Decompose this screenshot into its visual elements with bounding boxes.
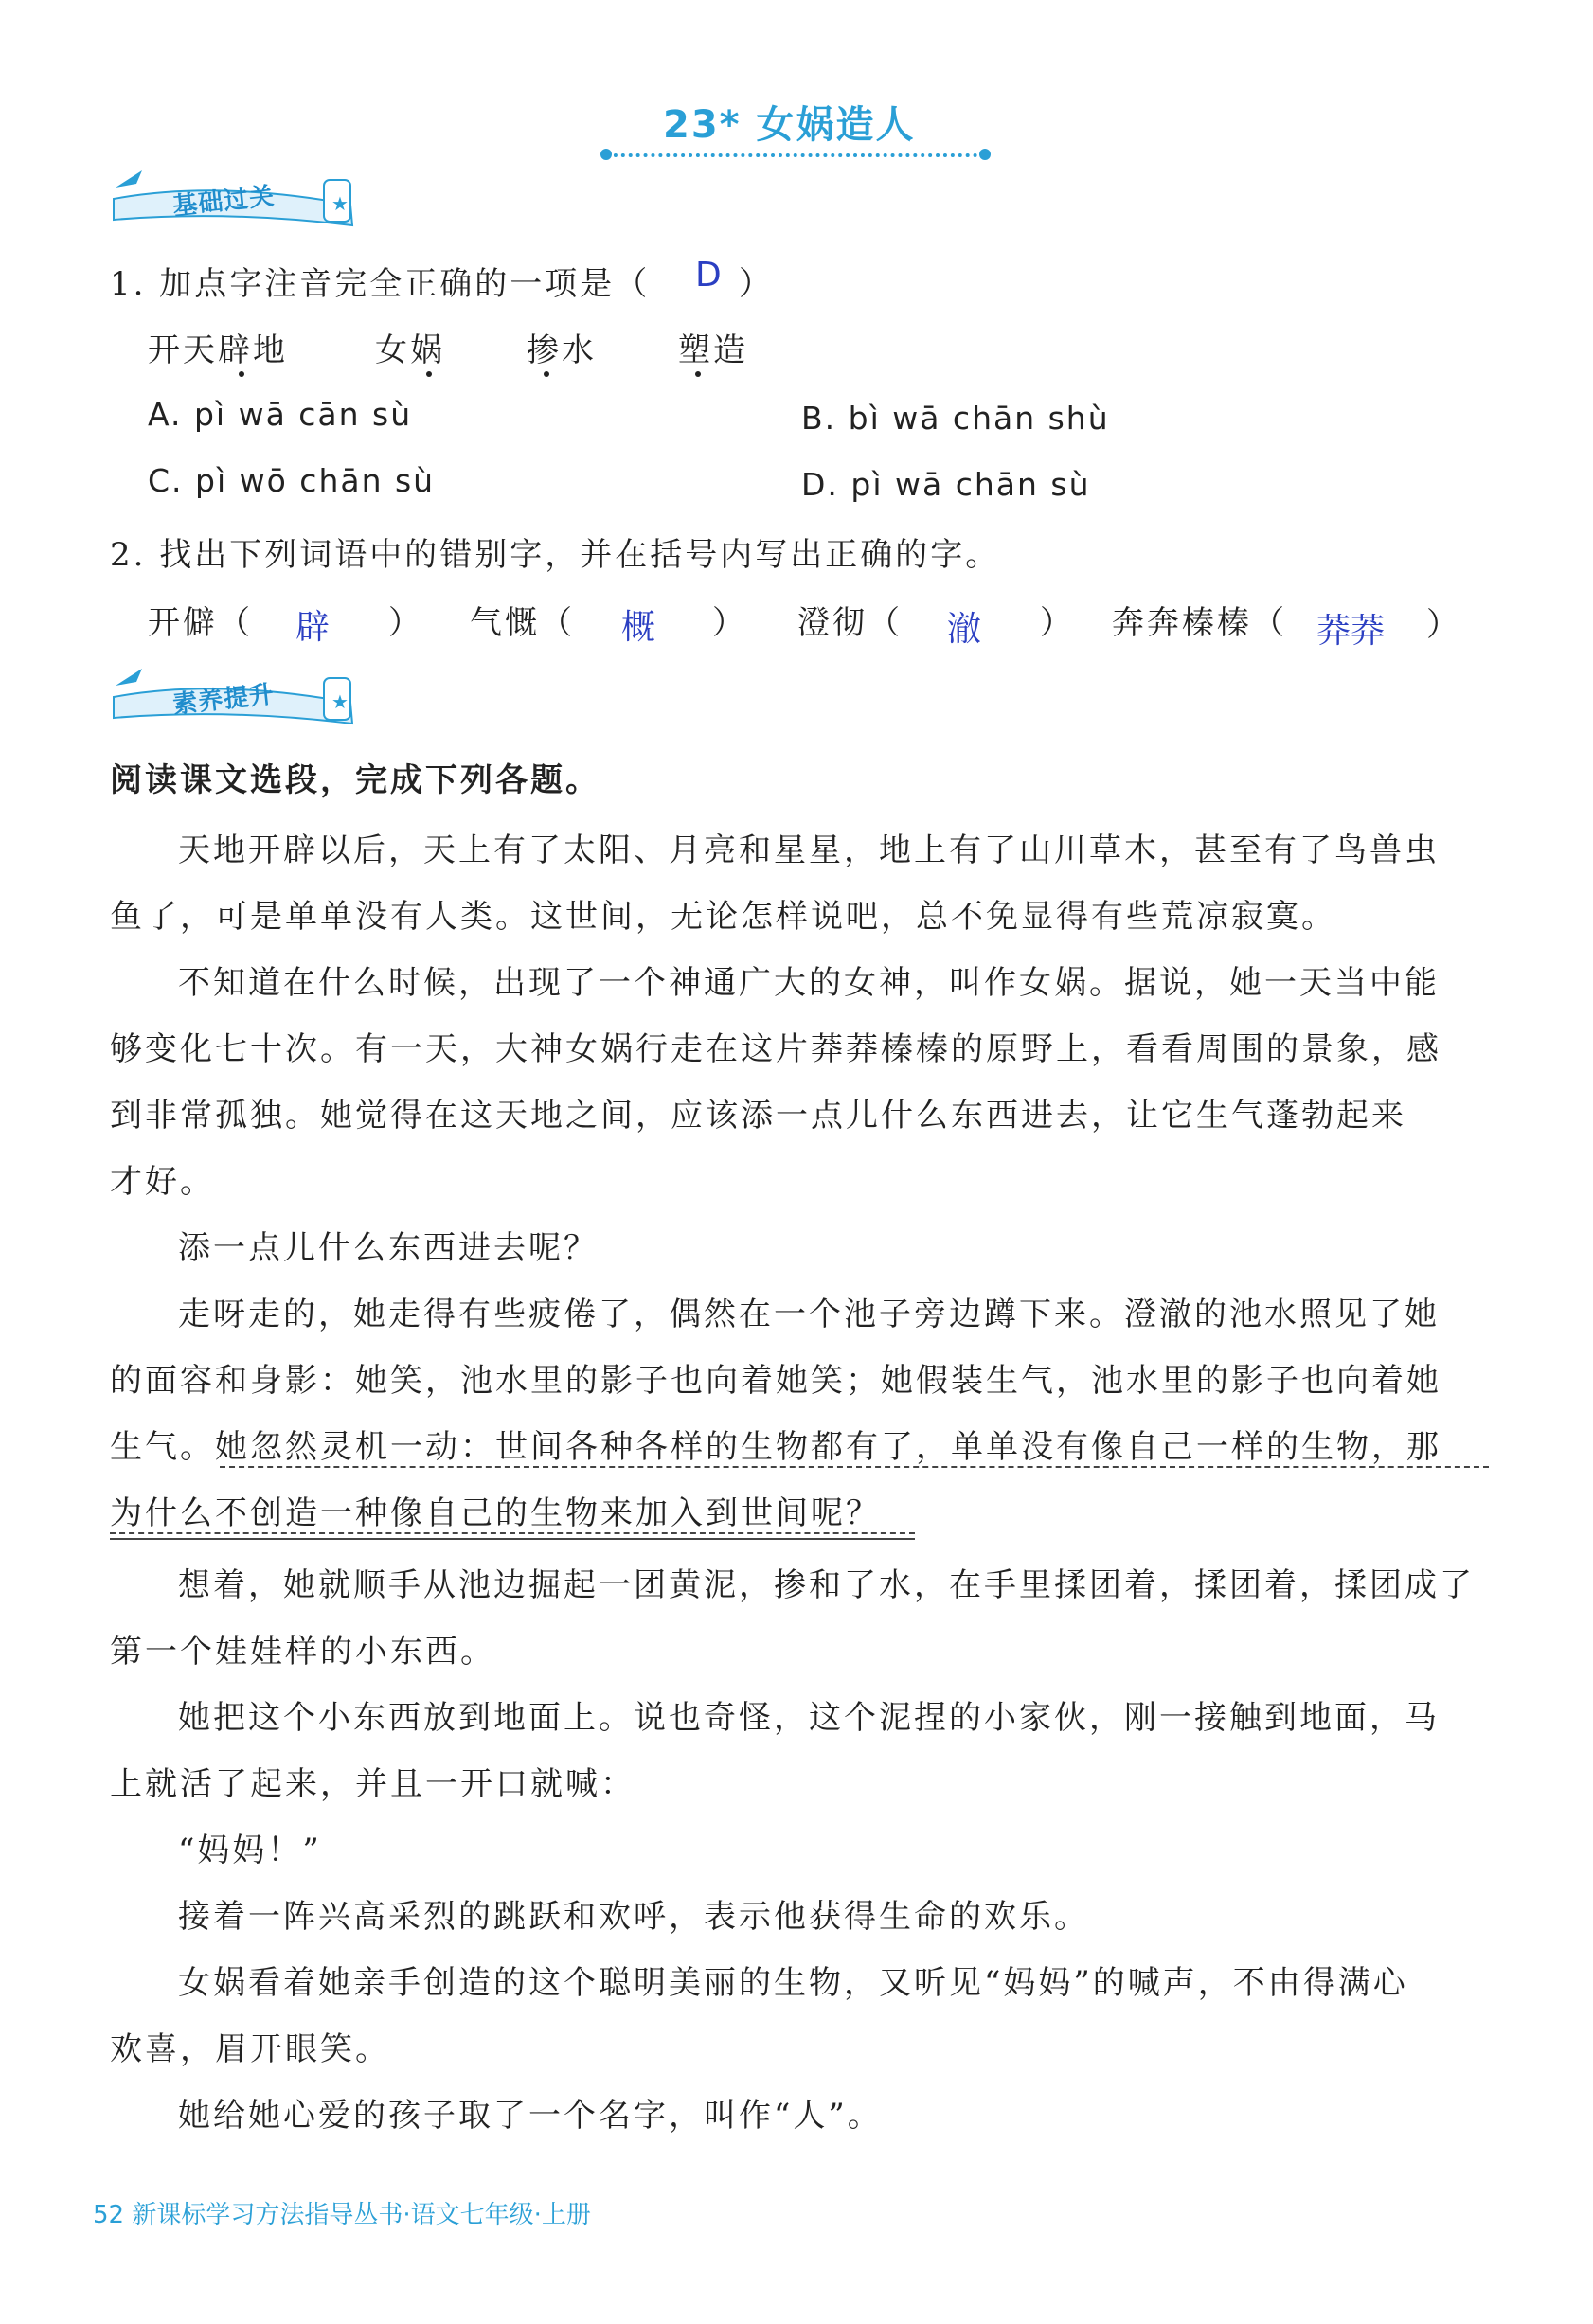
q2-item-1-word: 开僻（	[148, 604, 253, 642]
passage-line: 天地开辟以后，天上有了太阳、月亮和星星，地上有了山川草木，甚至有了鸟兽虫	[178, 831, 1440, 869]
passage-line: 的面容和身影：她笑，池水里的影子也向着她笑；她假装生气，池水里的影子也向着她	[110, 1362, 1441, 1400]
q2-item-3-word: 澄彻（	[797, 604, 903, 642]
q2-item-3-close: ）	[1040, 604, 1075, 642]
passage-line: 欢喜，眉开眼笑。	[110, 2030, 390, 2068]
passage-line: “妈妈！”	[178, 1832, 322, 1869]
passage-underline	[110, 1532, 915, 1534]
q1-close: ）	[739, 265, 774, 303]
passage-line: 接着一阵兴高采烈的跳跃和欢呼，表示他获得生命的欢乐。	[178, 1898, 1089, 1936]
q2-item-4-close: ）	[1426, 606, 1461, 644]
passage-underline	[220, 1466, 1489, 1468]
passage-line: 生气。她忽然灵机一动：世间各种各样的生物都有了，单单没有像自己一样的生物，那	[110, 1428, 1441, 1466]
passage-line: 走呀走的，她走得有些疲倦了，偶然在一个池子旁边蹲下来。澄澈的池水照见了她	[178, 1296, 1440, 1333]
svg-text:★: ★	[331, 192, 349, 215]
q2-item-3-answer: 澈	[947, 610, 982, 649]
section-title-improve: 素养提升	[170, 680, 277, 720]
section-badge-basic	[104, 161, 360, 237]
q1-word-4: 塑造	[678, 331, 748, 369]
q2-item-1-answer: 辟	[295, 608, 331, 647]
emphasis-dot	[426, 371, 432, 377]
q2-item-2-close: ）	[712, 604, 747, 642]
section-badge-improve	[104, 659, 360, 735]
reading-instruction: 阅读课文选段，完成下列各题。	[110, 761, 600, 799]
q2-item-1-close: ）	[388, 604, 423, 642]
passage-line: 添一点儿什么东西进去呢？	[178, 1229, 599, 1267]
q1-stem: 1. 加点字注音完全正确的一项是（	[110, 265, 651, 303]
title-dot-right	[979, 149, 991, 160]
q2-item-4-answer: 莽莽	[1316, 612, 1386, 651]
passage-line: 为什么不创造一种像自己的生物来加入到世间呢？	[110, 1494, 881, 1532]
page-footer: 52 新课标学习方法指导丛书·语文七年级·上册	[93, 2201, 591, 2229]
passage-line: 女娲看着她亲手创造的这个聪明美丽的生物，又听见“妈妈”的喊声，不由得满心	[178, 1964, 1408, 2002]
q1-word-2: 女娲	[375, 331, 445, 369]
emphasis-dot	[239, 371, 244, 377]
q1-option-a: A. pì wā cān sù	[148, 396, 413, 433]
emphasis-dot	[544, 371, 549, 377]
passage-line: 够变化七十次。有一天，大神女娲行走在这片莽莽榛榛的原野上，看看周围的景象，感	[110, 1030, 1441, 1068]
passage-line: 想着，她就顺手从池边掘起一团黄泥，掺和了水，在手里揉团着，揉团着，揉团成了	[178, 1566, 1475, 1604]
q2-stem: 2. 找出下列词语中的错别字，并在括号内写出正确的字。	[110, 536, 1001, 574]
emphasis-dot	[695, 371, 701, 377]
section-title-basic: 基础过关	[170, 182, 277, 222]
passage-line: 她给她心爱的孩子取了一个名字，叫作“人”。	[178, 2097, 883, 2135]
passage-line: 第一个娃娃样的小东西。	[110, 1633, 495, 1671]
svg-text:★: ★	[331, 690, 349, 713]
q2-item-4-word: 奔奔榛榛（	[1112, 604, 1287, 642]
q1-option-d: D. pì wā chān sù	[801, 466, 1091, 503]
q2-item-2-answer: 概	[621, 608, 656, 647]
passage-line: 她把这个小东西放到地面上。说也奇怪，这个泥捏的小家伙，刚一接触到地面，马	[178, 1699, 1440, 1737]
passage-line: 不知道在什么时候，出现了一个神通广大的女神，叫作女娲。据说，她一天当中能	[178, 964, 1440, 1002]
passage-line: 才好。	[110, 1163, 215, 1201]
q2-item-2-word: 气慨（	[470, 604, 575, 642]
passage-line: 鱼了，可是单单没有人类。这世间，无论怎样说吧，总不免显得有些荒凉寂寞。	[110, 898, 1336, 936]
q1-word-1: 开天辟地	[148, 331, 288, 369]
title-text: 23* 女娲造人	[663, 103, 916, 147]
q1-answer: D	[695, 256, 722, 295]
passage-line: 到非常孤独。她觉得在这天地之间，应该添一点儿什么东西进去，让它生气蓬勃起来	[110, 1097, 1406, 1135]
page-title	[606, 95, 1004, 170]
q1-word-3: 掺水	[527, 331, 597, 369]
q1-option-c: C. pì wō chān sù	[148, 462, 436, 499]
q1-option-b: B. bì wā chān shù	[801, 400, 1110, 437]
title-underline	[606, 153, 985, 157]
passage-line: 上就活了起来，并且一开口就喊：	[110, 1765, 635, 1803]
passage-underline	[110, 1538, 915, 1540]
